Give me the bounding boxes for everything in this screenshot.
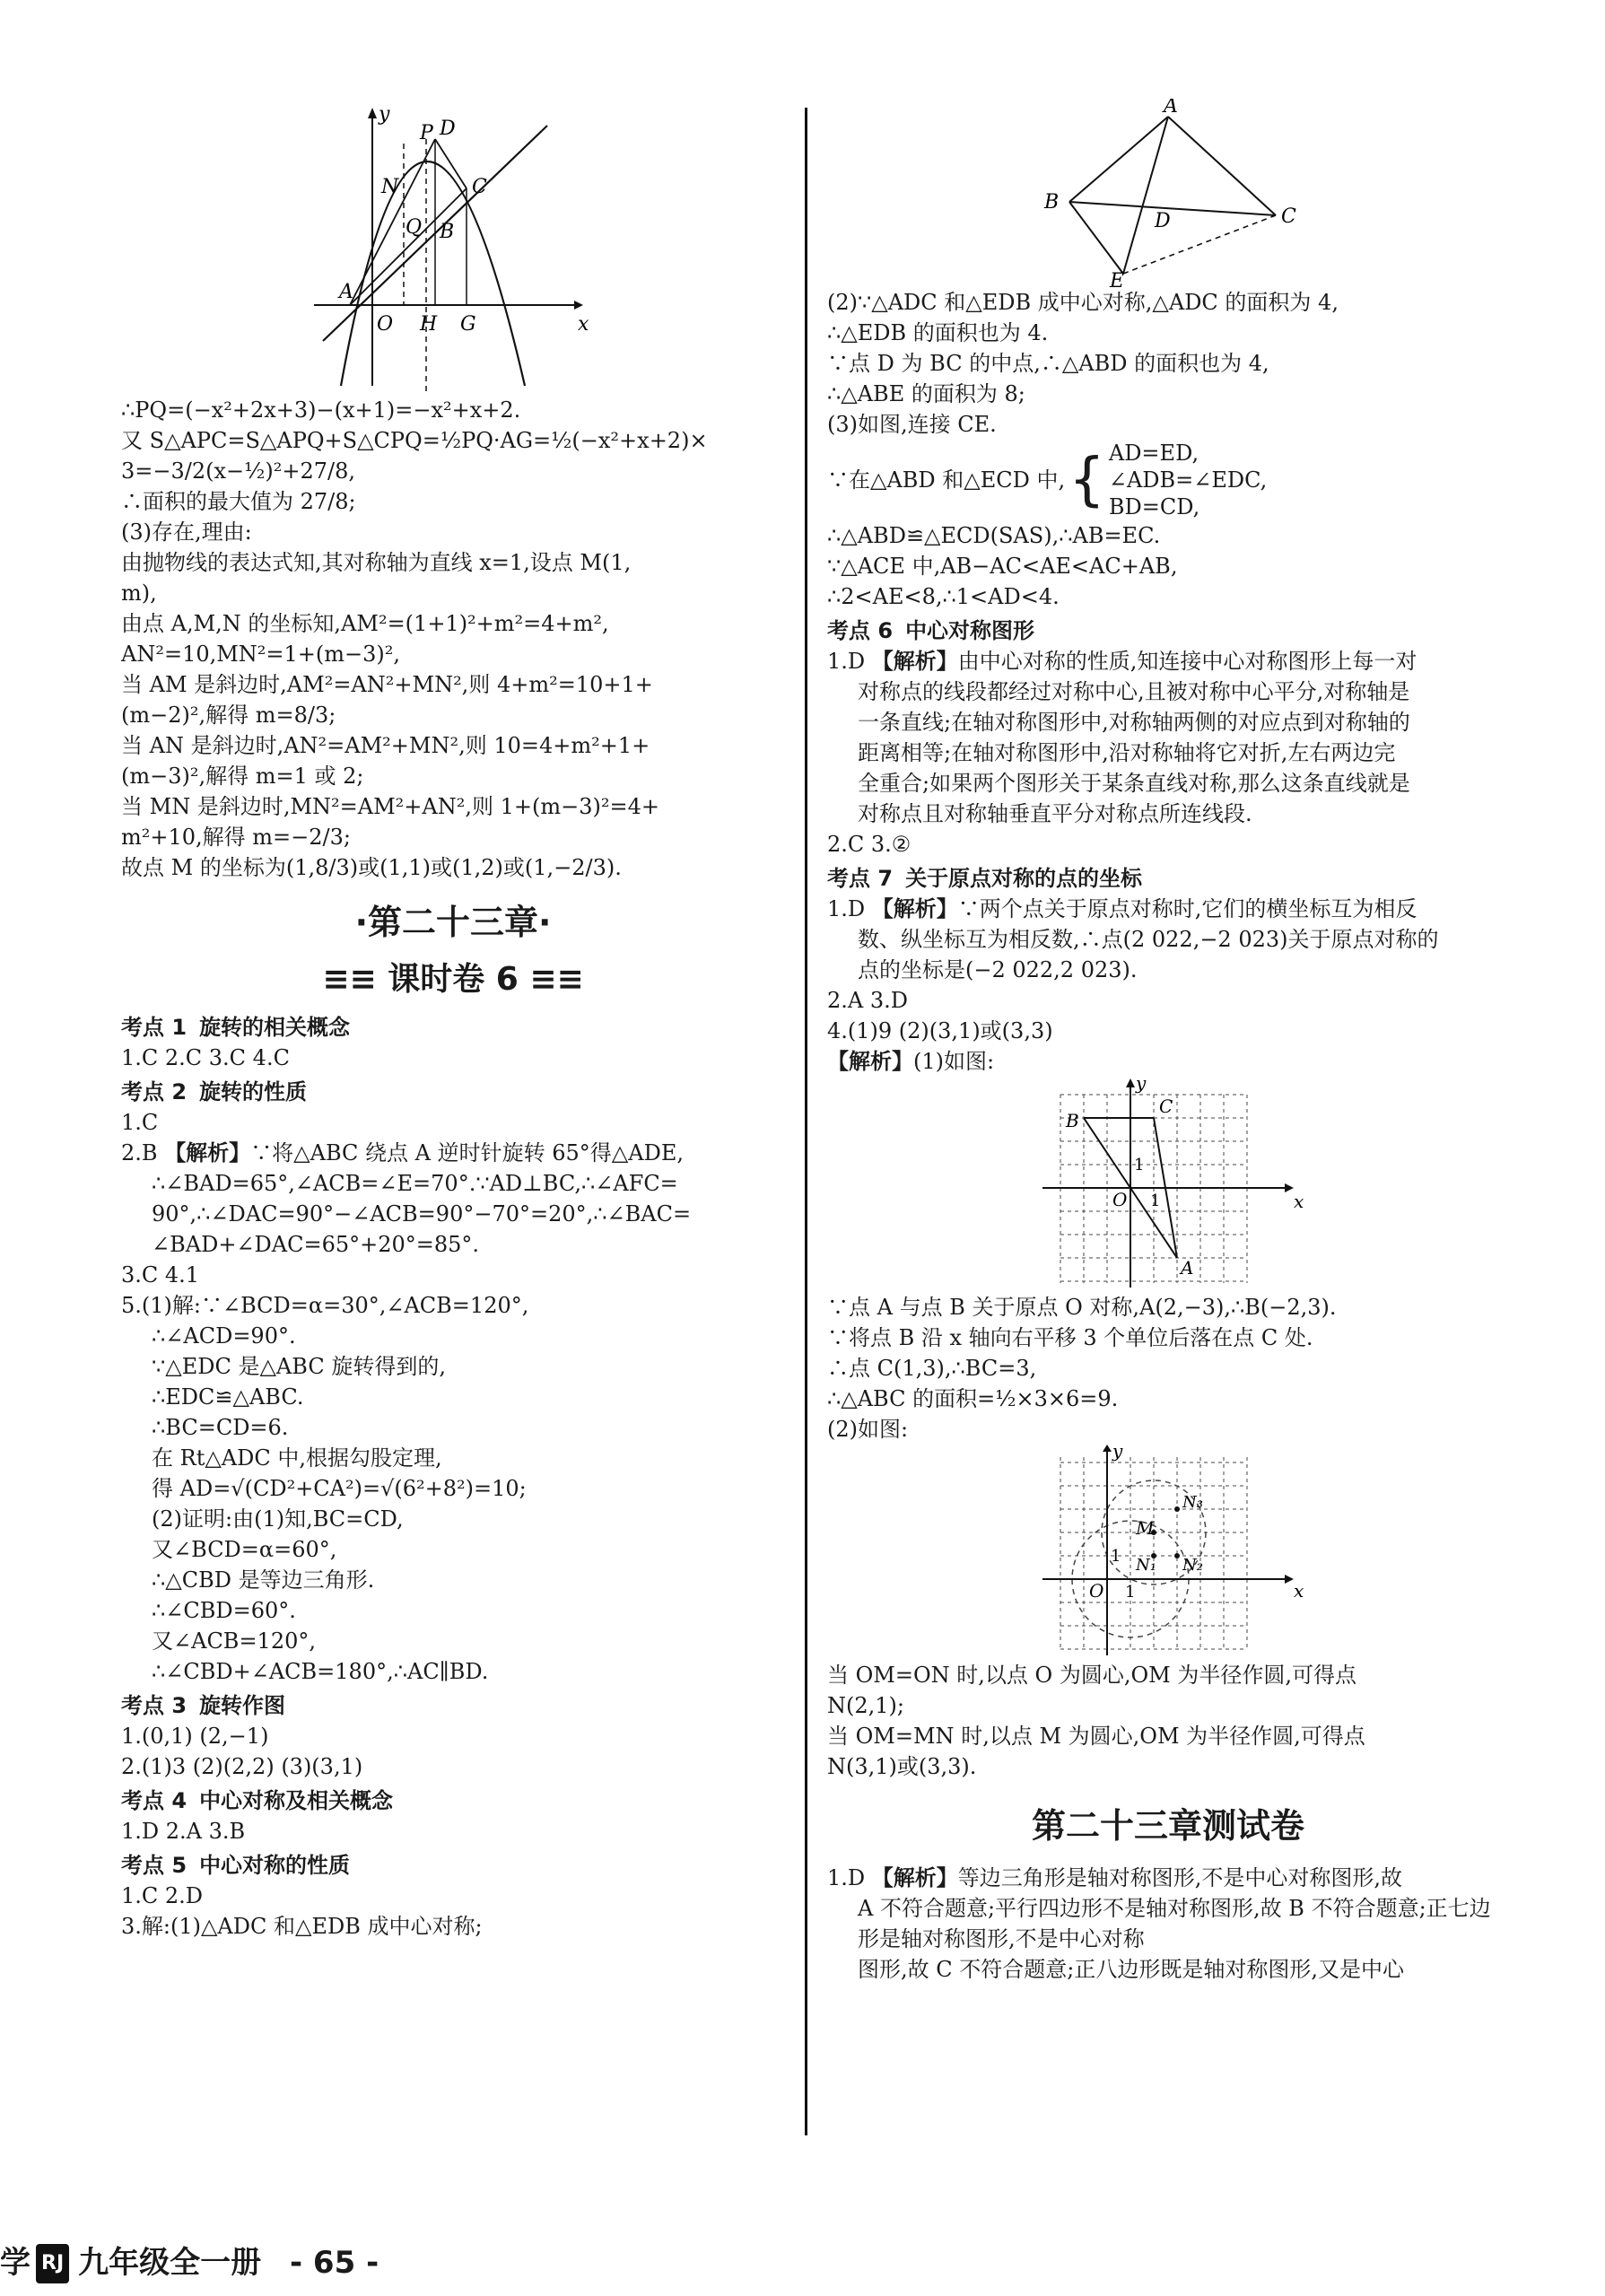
text-line: 当 MN 是斜边时,MN²=AM²+AN²,则 1+(m−3)²=4+: [121, 794, 659, 819]
answer-line: ∠BAD+∠DAC=65°+20°=85°.: [152, 1232, 480, 1257]
text-line: ∴△EDB 的面积也为 4.: [827, 320, 1049, 345]
brace-system: [827, 440, 1509, 520]
text-line: ∴PQ=(−x²+2x+3)−(x+1)=−x²+x+2.: [121, 397, 521, 423]
analysis-tag: 【解析】: [827, 1049, 913, 1074]
text-line: 当 AN 是斜边时,AN²=AM²+MN²,则 10=4+m²+1+: [121, 733, 650, 758]
answer-line: 数、纵坐标互为相反数,∴点(2 022,−2 023)关于原点对称的: [858, 927, 1439, 952]
answer-line: 2.(1)3 (2)(2,2) (3)(3,1): [121, 1754, 363, 1779]
answer-line: [121, 1138, 785, 1168]
answer-text: (1)如图:: [913, 1049, 995, 1074]
answer-text: ∵将△ABC 绕点 A 逆时针旋转 65°得△ADE,: [250, 1140, 684, 1165]
answer-line: 对称点且对称轴垂直平分对称点所连线段.: [858, 801, 1252, 826]
text-line: ∵△ACE 中,AB−AC<AE<AC+AB,: [827, 554, 1178, 579]
answer-line: [827, 894, 1509, 924]
answer-line: 1.C 2.D: [121, 1883, 204, 1908]
analysis-tag: 【解析】: [871, 1865, 958, 1890]
analysis-tag: 【解析】: [164, 1140, 251, 1165]
edition-badge: RJ: [36, 2244, 69, 2283]
answer-number: 1.D: [827, 1865, 866, 1890]
right-column: [827, 99, 1509, 1985]
footer-subject: 学: [0, 2245, 31, 2281]
answer-line: 又∠BCD=α=60°,: [152, 1537, 337, 1562]
g2-label-one-y: 1: [1111, 1547, 1121, 1566]
text-line: 当 OM=MN 时,以点 M 为圆心,OM 为半径作圆,可得点: [827, 1724, 1365, 1749]
fig1-label-G: G: [460, 313, 476, 336]
brace-conditions: [1109, 440, 1267, 520]
answer-line: (2)证明:由(1)知,BC=CD,: [152, 1506, 404, 1532]
text-line: ∵点 A 与点 B 关于原点 O 对称,A(2,−3),∴B(−2,3).: [827, 1295, 1337, 1320]
answer-line: 在 Rt△ADC 中,根据勾股定理,: [152, 1445, 442, 1471]
text-line: (2)如图:: [827, 1417, 909, 1442]
g2-label-M: M: [1136, 1517, 1155, 1539]
fig2-label-A: A: [1164, 99, 1178, 118]
answer-number: 1.D: [827, 896, 866, 921]
fig1-label-D: D: [440, 118, 456, 140]
section-heading: [827, 615, 1509, 646]
answer-line: 距离相等;在轴对称图形中,沿对称轴将它对折,左右两边完: [858, 740, 1396, 765]
g2-label-N2: N₂: [1182, 1556, 1203, 1575]
text-line: (2)∵△ADC 和△EDB 成中心对称,△ADC 的面积为 4,: [827, 290, 1339, 315]
fig1-label-A: A: [339, 281, 353, 303]
grid-figure-1: [1025, 1077, 1312, 1292]
answer-line: 1.(0,1) (2,−1): [121, 1724, 269, 1749]
text-line: 又 S△APC=S△APQ+S△CPQ=½PQ·AG=½(−x²+x+2)×: [121, 428, 708, 453]
answer-line: 对称点的线段都经过对称中心,且被对称中心平分,对称轴是: [858, 679, 1410, 704]
fig1-label-H: H: [420, 313, 438, 336]
text-line: N(3,1)或(3,3).: [827, 1754, 977, 1779]
section-number: 考点 3: [121, 1693, 188, 1718]
g2-label-N3: N₃: [1182, 1493, 1203, 1512]
g1-label-one-x: 1: [1150, 1192, 1161, 1210]
fig1-label-B: B: [440, 221, 455, 243]
test-title: 第二十三章测试卷: [1031, 1806, 1304, 1846]
text-line: AN²=10,MN²=1+(m−3)²,: [121, 642, 401, 667]
section-number: 考点 6: [827, 618, 894, 643]
section-number: 考点 2: [121, 1079, 188, 1104]
answer-line: 3.解:(1)△ADC 和△EDB 成中心对称;: [121, 1914, 483, 1939]
condition: AD=ED,: [1108, 441, 1199, 466]
answer-line: [827, 646, 1509, 677]
section-heading: [827, 863, 1509, 894]
answer-line: ∴BC=CD=6.: [152, 1415, 289, 1440]
section-number: 考点 4: [121, 1788, 188, 1813]
g2-label-x: x: [1294, 1580, 1304, 1602]
text-line: (m−3)²,解得 m=1 或 2;: [121, 764, 364, 789]
g1-label-one-y: 1: [1134, 1156, 1145, 1174]
column-divider: [805, 108, 807, 2135]
section-heading: [121, 1850, 785, 1881]
answer-line: ∴△CBD 是等边三角形.: [152, 1567, 375, 1593]
section-title: 旋转的相关概念: [199, 1015, 351, 1040]
condition: ∠ADB=∠EDC,: [1108, 467, 1268, 493]
g1-label-C: C: [1159, 1096, 1173, 1117]
section-title: 中心对称图形: [905, 618, 1035, 643]
g1-label-A: A: [1181, 1257, 1194, 1279]
answer-line: ∴EDC≌△ABC.: [152, 1384, 304, 1410]
g1-label-O: O: [1112, 1189, 1128, 1210]
section-title: 中心对称及相关概念: [199, 1788, 394, 1813]
fig2-label-D: D: [1155, 210, 1171, 232]
triangle-figure: [1034, 99, 1303, 287]
answer-line: ∴∠CBD=60°.: [152, 1598, 296, 1623]
section-heading: [121, 1785, 785, 1816]
answer-number: 2.B: [121, 1140, 158, 1165]
text-line: 当 OM=ON 时,以点 O 为圆心,OM 为半径作圆,可得点: [827, 1663, 1356, 1688]
answer-line: ∴∠CBD+∠ACB=180°,∴AC∥BD.: [152, 1659, 489, 1684]
analysis-tag: 【解析】: [871, 649, 958, 674]
g1-label-y: y: [1136, 1077, 1147, 1094]
answer-line: 又∠ACB=120°,: [152, 1628, 316, 1654]
page-number: - 65 -: [289, 2245, 379, 2281]
text-line: (3)存在,理由:: [121, 519, 252, 545]
section-heading: [121, 1077, 785, 1107]
answer-line: 90°,∴∠DAC=90°−∠ACB=90°−70°=20°,∴∠BAC=: [152, 1201, 692, 1227]
fig1-label-x: x: [578, 313, 589, 336]
answer-line: [827, 1863, 1509, 1893]
left-column: [121, 99, 785, 1942]
grid-figure-2: [1025, 1445, 1312, 1660]
fig1-label-C: C: [472, 176, 487, 198]
text-line: N(2,1);: [827, 1693, 904, 1718]
brace: {: [1069, 447, 1105, 513]
chapter-title: ·第二十三章·: [354, 903, 552, 942]
text-line: 由抛物线的表达式知,其对称轴为直线 x=1,设点 M(1,: [121, 550, 632, 575]
text-line: ∴2<AE<8,∴1<AD<4.: [827, 584, 1060, 609]
answer-line: 1.C: [121, 1110, 159, 1135]
answer-line: 1.C 2.C 3.C 4.C: [121, 1045, 290, 1070]
section-title: 旋转的性质: [199, 1079, 308, 1104]
answer-line: 1.D 2.A 3.B: [121, 1819, 246, 1844]
answer-line: 3.C 4.1: [121, 1262, 200, 1288]
answer-line: 2.C 3.②: [827, 832, 912, 857]
answer-text: ∵两个点关于原点对称时,它们的横坐标互为相反: [957, 896, 1417, 921]
g2-label-O: O: [1089, 1580, 1104, 1602]
answer-line: 4.(1)9 (2)(3,1)或(3,3): [827, 1018, 1053, 1043]
section-number: 考点 5: [121, 1853, 188, 1878]
text-line: ∴△ABD≌△ECD(SAS),∴AB=EC.: [827, 523, 1161, 548]
answer-line: 2.A 3.D: [827, 988, 908, 1013]
text-line: ∴面积的最大值为 27/8;: [121, 489, 356, 514]
section-title: 旋转作图: [199, 1693, 286, 1718]
text-line: 3=−3/2(x−½)²+27/8,: [121, 458, 355, 484]
g1-label-B: B: [1066, 1110, 1079, 1131]
fig1-label-Q: Q: [406, 216, 423, 239]
answer-line: A 不符合题意;平行四边形不是轴对称图形,故 B 不符合题意;正七边形是轴对称图形,不是中心对称: [858, 1896, 1491, 1951]
g1-label-x: x: [1294, 1191, 1304, 1212]
text-line: (m−2)²,解得 m=8/3;: [121, 703, 336, 728]
parabola-figure: [305, 99, 601, 395]
text-line: ∴点 C(1,3),∴BC=3,: [827, 1356, 1037, 1381]
section-number: 考点 1: [121, 1015, 188, 1040]
answer-line: 5.(1)解:∵∠BCD=α=30°,∠ACB=120°,: [121, 1293, 529, 1318]
text-line: m),: [121, 581, 157, 606]
answer-text: 由中心对称的性质,知连接中心对称图形上每一对: [957, 649, 1417, 674]
answer-line: ∴∠ACD=90°.: [152, 1323, 296, 1349]
answer-line: ∴∠BAD=65°,∠ACB=∠E=70°.∵AD⊥BC,∴∠AFC=: [152, 1171, 678, 1196]
condition: BD=CD,: [1108, 494, 1200, 519]
fig1-label-P: P: [420, 122, 433, 144]
g2-label-N1: N₁: [1136, 1556, 1156, 1575]
answer-line: 得 AD=√(CD²+CA²)=√(6²+8²)=10;: [152, 1476, 527, 1501]
analysis-tag: 【解析】: [871, 896, 958, 921]
answer-line: 一条直线;在轴对称图形中,对称轴两侧的对应点到对称轴的: [858, 710, 1410, 735]
page-footer: [0, 2243, 379, 2283]
answer-number: 1.D: [827, 649, 866, 674]
lesson-title: ≡≡ 课时卷 6 ≡≡: [322, 961, 584, 998]
answer-line: 图形,故 C 不符合题意;正八边形既是轴对称图形,又是中心: [858, 1957, 1404, 1982]
g2-label-one-x: 1: [1125, 1583, 1136, 1602]
answer-text: 等边三角形是轴对称图形,不是中心对称图形,故: [957, 1865, 1403, 1890]
answer-line: 点的坐标是(−2 022,2 023).: [858, 957, 1138, 982]
footer-grade: 九年级全一册: [78, 2245, 262, 2281]
fig1-label-y: y: [379, 103, 390, 126]
section-heading: [121, 1012, 785, 1043]
fig1-label-N: N: [381, 176, 399, 198]
answer-line: 全重合;如果两个图形关于某条直线对称,那么这条直线就是: [858, 771, 1410, 796]
text-line: (3)如图,连接 CE.: [827, 412, 997, 437]
fig1-label-O: O: [377, 313, 394, 336]
text-line: ∴△ABE 的面积为 8;: [827, 381, 1025, 406]
text-line: ∵将点 B 沿 x 轴向右平移 3 个单位后落在点 C 处.: [827, 1325, 1313, 1350]
text-line: 当 AM 是斜边时,AM²=AN²+MN²,则 4+m²=10+1+: [121, 672, 653, 697]
text-line: ∵点 D 为 BC 的中点,∴△ABD 的面积也为 4,: [827, 351, 1269, 376]
section-heading: [121, 1690, 785, 1721]
text-line: ∵在△ABD 和△ECD 中,: [827, 467, 1066, 493]
text-line: m²+10,解得 m=−2/3;: [121, 825, 351, 850]
g2-label-y: y: [1112, 1445, 1123, 1462]
section-number: 考点 7: [827, 866, 894, 891]
fig2-label-E: E: [1110, 270, 1125, 287]
section-title: 中心对称的性质: [199, 1853, 351, 1878]
fig2-label-B: B: [1044, 191, 1060, 214]
text-line: ∴△ABC 的面积=½×3×6=9.: [827, 1386, 1119, 1411]
answer-line: ∵△EDC 是△ABC 旋转得到的,: [152, 1354, 446, 1379]
answer-line: [827, 1046, 1509, 1077]
section-title: 关于原点对称的点的坐标: [905, 866, 1143, 891]
text-line: 故点 M 的坐标为(1,8/3)或(1,1)或(1,2)或(1,−2/3).: [121, 855, 622, 880]
text-line: 由点 A,M,N 的坐标知,AM²=(1+1)²+m²=4+m²,: [121, 611, 609, 636]
fig2-label-C: C: [1281, 205, 1296, 228]
